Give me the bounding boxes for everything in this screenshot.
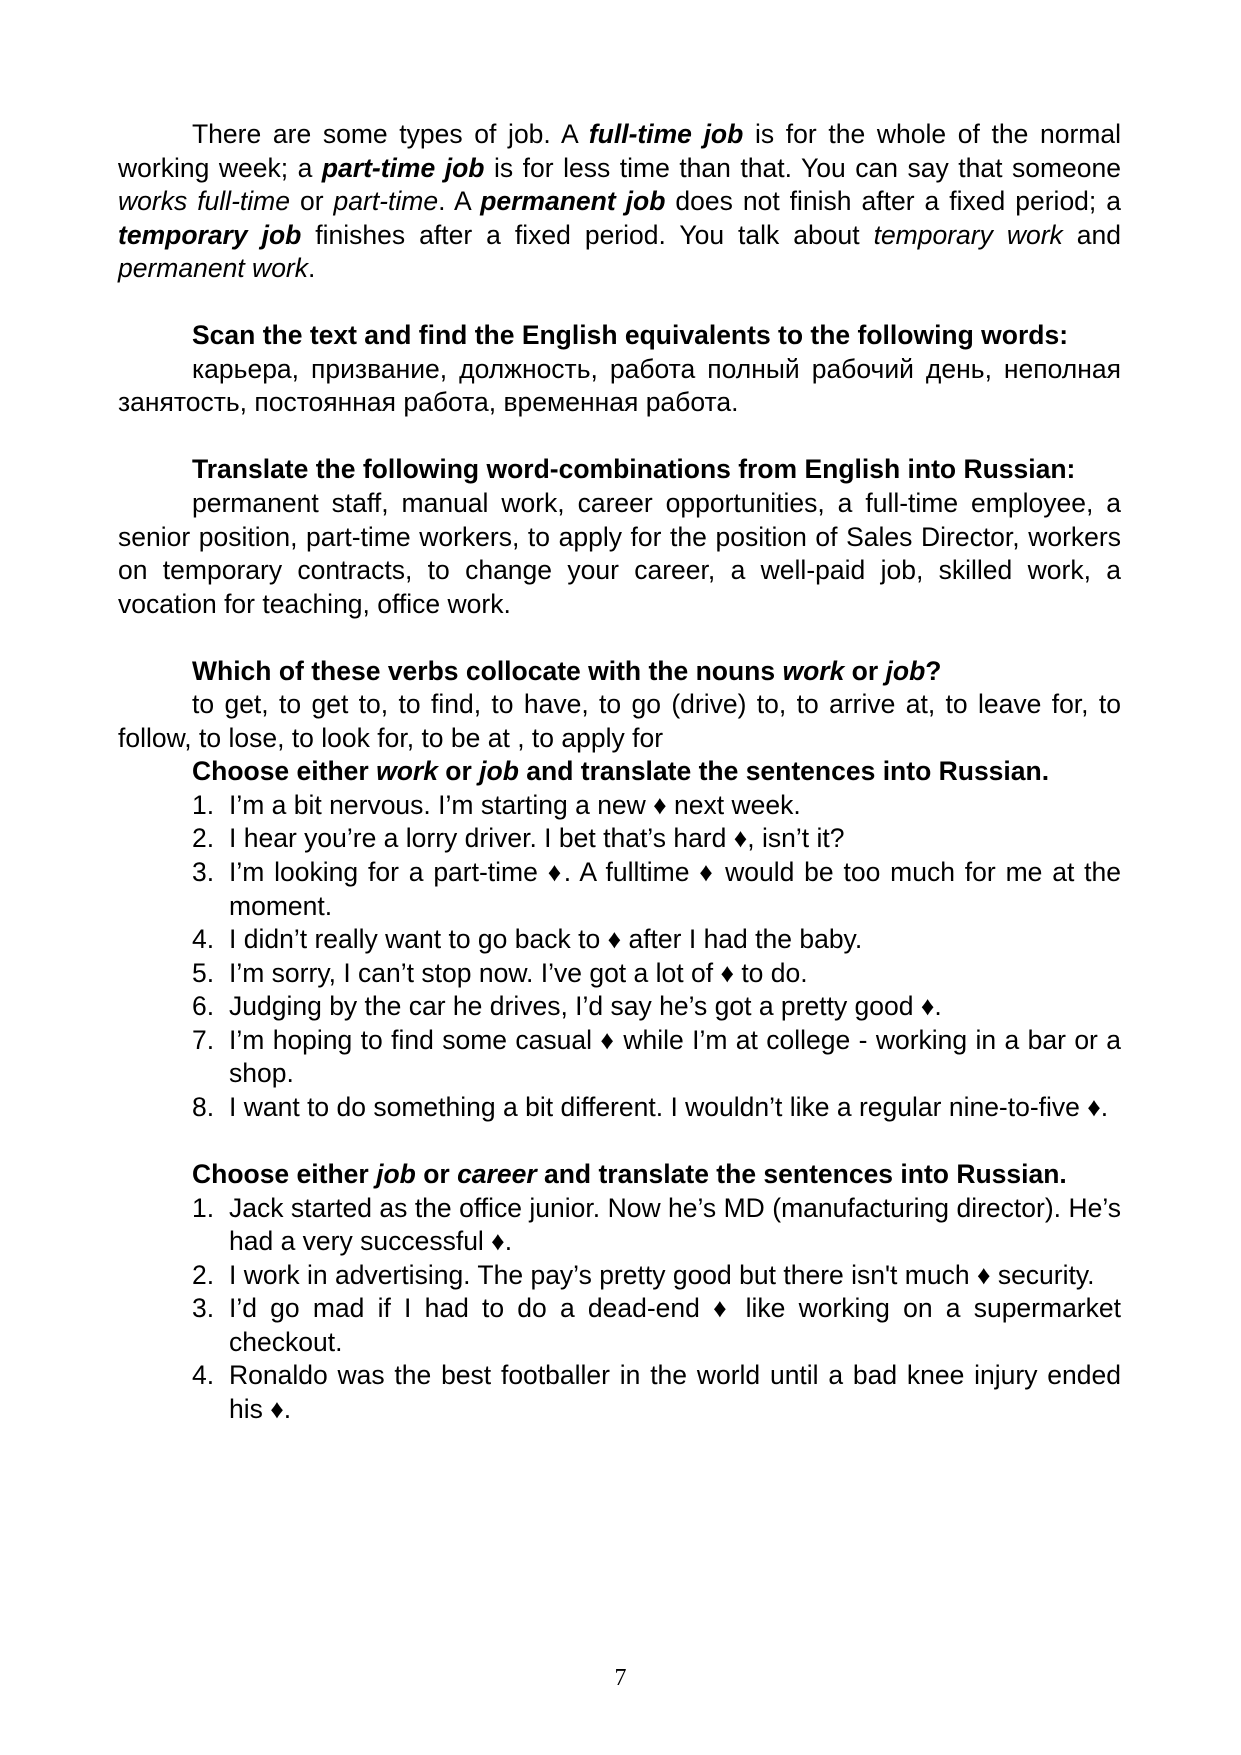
emphasis-text: part-time job [321, 152, 485, 183]
item-text: I’m a bit nervous. I’m starting a new ♦ next week. [229, 789, 801, 820]
item-number: 1. [192, 1192, 215, 1223]
item-text: I want to do something a bit different. I wouldn’t like a regular nine-to-five ♦. [229, 1091, 1109, 1122]
item-text: I’d go mad if I had to do a dead-end ♦ like working on a supermarket checkout. [229, 1293, 1121, 1357]
text-run: to get, to get to, to find, to have, to go (drive) to, to arrive at, to leave for, to follow, to lose, to look for, to be at , to apply for [118, 689, 1121, 753]
item-text: Jack started as the office junior. Now he’s MD (manufacturing director). He’s had a very successful ♦. [229, 1192, 1121, 1257]
text-run: does not finish after a fixed period; a [665, 186, 1122, 217]
emphasis-text: ? [925, 655, 942, 686]
spacer [118, 286, 1121, 320]
exercise-heading [118, 319, 1121, 353]
numbered-list [118, 1192, 1121, 1427]
emphasis-text: or [844, 655, 886, 686]
item-number: 1. [192, 789, 215, 820]
text-run: . A [438, 186, 481, 217]
item-number: 4. [192, 1360, 215, 1391]
list-item [118, 822, 1121, 856]
item-text: Judging by the car he drives, I’d say he’s got a pretty good ♦. [229, 991, 942, 1022]
list-item [118, 1024, 1121, 1091]
spacer [118, 621, 1121, 655]
list-item [118, 1192, 1121, 1259]
exercise-heading [118, 655, 1121, 689]
item-text: Ronaldo was the best footballer in the world until a bad knee injury ended his ♦. [229, 1360, 1121, 1424]
item-number: 5. [192, 957, 215, 988]
emphasis-text: full-time job [588, 119, 744, 149]
emphasis-text: Scan the text and find the English equivalents to the following words: [192, 320, 1069, 351]
list-item [118, 856, 1121, 923]
emphasis-text: permanent job [480, 186, 666, 217]
list-item [118, 923, 1121, 957]
emphasis-text: permanent work [118, 253, 309, 284]
item-number: 3. [192, 1293, 215, 1324]
item-text: I work in advertising. The pay’s pretty good but there isn't much ♦ security. [229, 1259, 1095, 1290]
item-text: I didn’t really want to go back to ♦ after I had the baby. [229, 924, 863, 955]
item-text: I’m hoping to find some casual ♦ while I’m at college - working in a bar or a shop. [229, 1024, 1121, 1089]
exercise-heading [118, 755, 1121, 789]
exercise-heading [118, 453, 1121, 487]
text-run: There are some types of job. A [192, 119, 589, 149]
emphasis-text: career [457, 1158, 537, 1189]
paragraph [118, 487, 1121, 621]
text-run: and [1062, 219, 1122, 250]
text-run: is for less time than that. You can say that someone [484, 152, 1121, 183]
document-page [118, 118, 1121, 1426]
spacer [118, 1124, 1121, 1158]
emphasis-text: works full-time [118, 186, 290, 217]
item-number: 8. [192, 1091, 215, 1122]
item-number: 6. [192, 991, 215, 1022]
text-run: is for the whole of the normal working week; a [118, 119, 1121, 183]
item-text: I hear you’re a lorry driver. I bet that’s hard ♦, isn’t it? [229, 823, 845, 854]
list-item [118, 1091, 1121, 1125]
emphasis-text: and translate the sentences into Russian. [536, 1158, 1067, 1189]
item-text: I’m looking for a part-time ♦. A fulltime ♦ would be too much for me at the moment. [229, 857, 1121, 921]
text-run: . [308, 253, 316, 284]
list-item [118, 1259, 1121, 1293]
item-number: 4. [192, 924, 215, 955]
emphasis-text: Choose either [192, 1158, 377, 1189]
numbered-list [118, 789, 1121, 1124]
item-number: 7. [192, 1024, 215, 1055]
emphasis-text: temporary job [118, 219, 302, 250]
emphasis-text: and translate the sentences into Russian. [518, 756, 1050, 787]
item-number: 2. [192, 1259, 215, 1290]
paragraph [118, 353, 1121, 420]
emphasis-text: job [479, 756, 519, 787]
text-run: finishes after a fixed period. You talk about [301, 219, 874, 250]
emphasis-text: Choose either [192, 756, 377, 787]
list-item [118, 990, 1121, 1024]
emphasis-text: work [782, 655, 845, 686]
emphasis-text: or [437, 756, 480, 787]
emphasis-text: or [415, 1158, 458, 1189]
list-item [118, 1359, 1121, 1426]
item-text: I’m sorry, I can’t stop now. I’ve got a lot of ♦ to do. [229, 957, 808, 988]
list-item [118, 1292, 1121, 1359]
spacer [118, 420, 1121, 454]
emphasis-text: job [376, 1158, 416, 1189]
emphasis-text: Which of these verbs collocate with the nouns [192, 655, 783, 686]
item-number: 3. [192, 857, 215, 888]
exercise-heading [118, 1158, 1121, 1192]
text-run: or [289, 186, 334, 217]
emphasis-text: Translate the following word-combinations from English into Russian: [192, 454, 1076, 485]
emphasis-text: job [885, 655, 926, 686]
text-run: карьера, призвание, должность, работа полный рабочий день, неполная занятость, постоянная работа, временная работа. [118, 353, 1121, 418]
list-item [118, 789, 1121, 823]
item-number: 2. [192, 823, 215, 854]
text-run: permanent staff, manual work, career opportunities, a full-time employee, a senior position, part-time workers, to apply for the position of Sales Director, workers on temporary contracts, to change your career, a well-paid job, skilled work, a vocation for teaching, office work. [118, 488, 1121, 619]
page-number: 7 [614, 1665, 627, 1691]
emphasis-text: temporary work [873, 219, 1063, 250]
paragraph [118, 688, 1121, 755]
emphasis-text: part-time [333, 186, 439, 217]
emphasis-text: work [376, 756, 438, 787]
list-item [118, 957, 1121, 991]
paragraph [118, 118, 1121, 286]
